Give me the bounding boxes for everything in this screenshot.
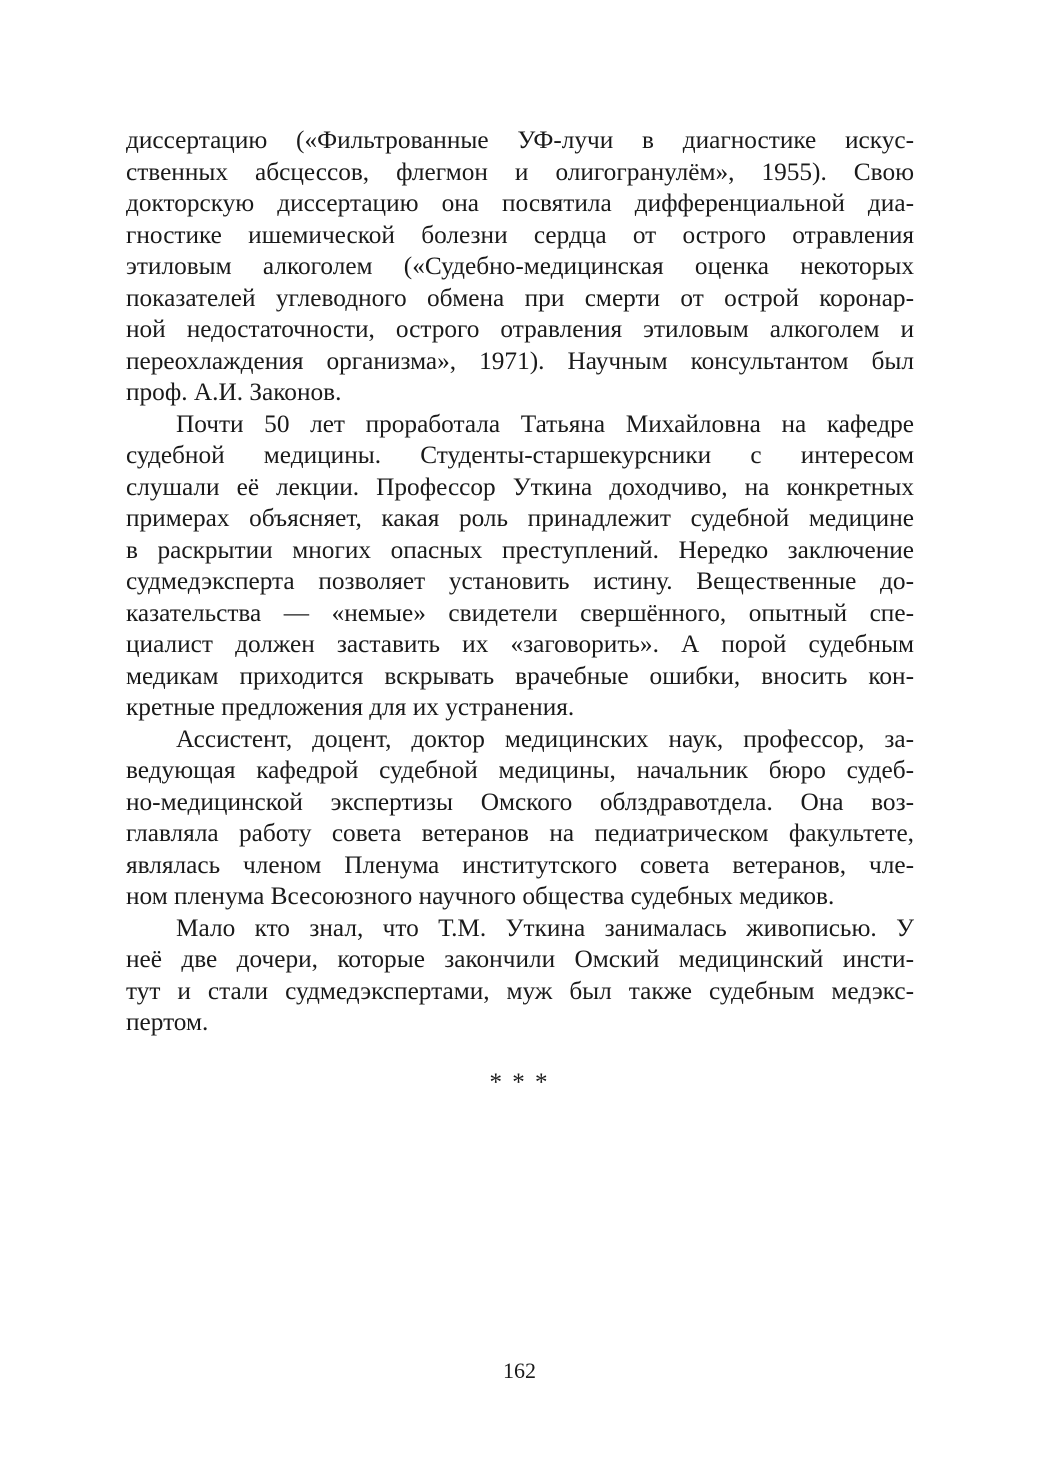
text-line: но-медицинской экспертизы Омского облздравотдела. Она воз- bbox=[126, 787, 914, 816]
text-line: судмедэксперта позволяет установить истину. Вещественные до- bbox=[126, 567, 914, 595]
text-line: примерах объясняет, какая роль принадлежит судебной медицине bbox=[126, 504, 914, 532]
paragraph bbox=[126, 913, 914, 1039]
text-line: Почти 50 лет проработала Татьяна Михайловна на кафедре bbox=[176, 409, 914, 438]
text-line: главляла работу совета ветеранов на педиатрическом факультете, bbox=[126, 819, 914, 847]
text-line: кретные предложения для их устранения. bbox=[126, 693, 575, 721]
text-line: слушали её лекции. Профессор Уткина доходчиво, на конкретных bbox=[126, 472, 914, 501]
text-line: неё две дочери, которые закончили Омский медицинский инсти- bbox=[126, 945, 914, 973]
text-line: показателей углеводного обмена при смерти от острой коронар- bbox=[126, 283, 914, 312]
text-line: циалист должен заставить их «заговорить». А порой судебным bbox=[126, 630, 914, 658]
text-line: переохлаждения организма», 1971). Научным консультантом был bbox=[126, 346, 914, 375]
section-separator: * * * bbox=[489, 1069, 550, 1096]
text-line: ной недостаточности, острого отравления этиловым алкоголем и bbox=[126, 315, 914, 343]
text-line: проф. А.И. Законов. bbox=[126, 378, 342, 406]
text-line: Ассистент, доцент, доктор медицинских наук, профессор, за- bbox=[176, 724, 914, 753]
text-line: докторскую диссертацию она посвятила дифференциальной диа- bbox=[126, 189, 914, 217]
text-line: Мало кто знал, что Т.М. Уткина занималась живописью. У bbox=[176, 913, 914, 942]
text-line: ственных абсцессов, флегмон и олигогранулём», 1955). Свою bbox=[126, 157, 914, 186]
paragraph bbox=[126, 125, 914, 409]
text-line: казательства — «немые» свидетели свершённого, опытный спе- bbox=[126, 598, 914, 627]
text-line: ном пленума Всесоюзного научного общества судебных медиков. bbox=[126, 882, 835, 910]
text-line: являлась членом Пленума институтского совета ветеранов, чле- bbox=[126, 850, 914, 879]
page-number: 162 bbox=[503, 1358, 536, 1383]
text-line: судебной медицины. Студенты-старшекурсники с интересом bbox=[126, 441, 914, 469]
body-text bbox=[126, 125, 914, 1039]
paragraph bbox=[126, 724, 914, 913]
text-line: диссертацию («Фильтрованные УФ-лучи в диагностике искус- bbox=[126, 126, 914, 154]
text-line: в раскрытии многих опасных преступлений. Нередко заключение bbox=[126, 535, 914, 564]
text-line: тут и стали судмедэкспертами, муж был также судебным медэкс- bbox=[126, 976, 914, 1005]
text-line: медикам приходится вскрывать врачебные ошибки, вносить кон- bbox=[126, 661, 914, 690]
text-line: пертом. bbox=[126, 1008, 209, 1036]
text-line: этиловым алкоголем («Судебно-медицинская оценка некоторых bbox=[126, 252, 914, 280]
text-line: гностике ишемической болезни сердца от острого отравления bbox=[126, 220, 914, 249]
paragraph bbox=[126, 409, 914, 724]
text-line: ведующая кафедрой судебной медицины, начальник бюро судеб- bbox=[126, 756, 914, 784]
